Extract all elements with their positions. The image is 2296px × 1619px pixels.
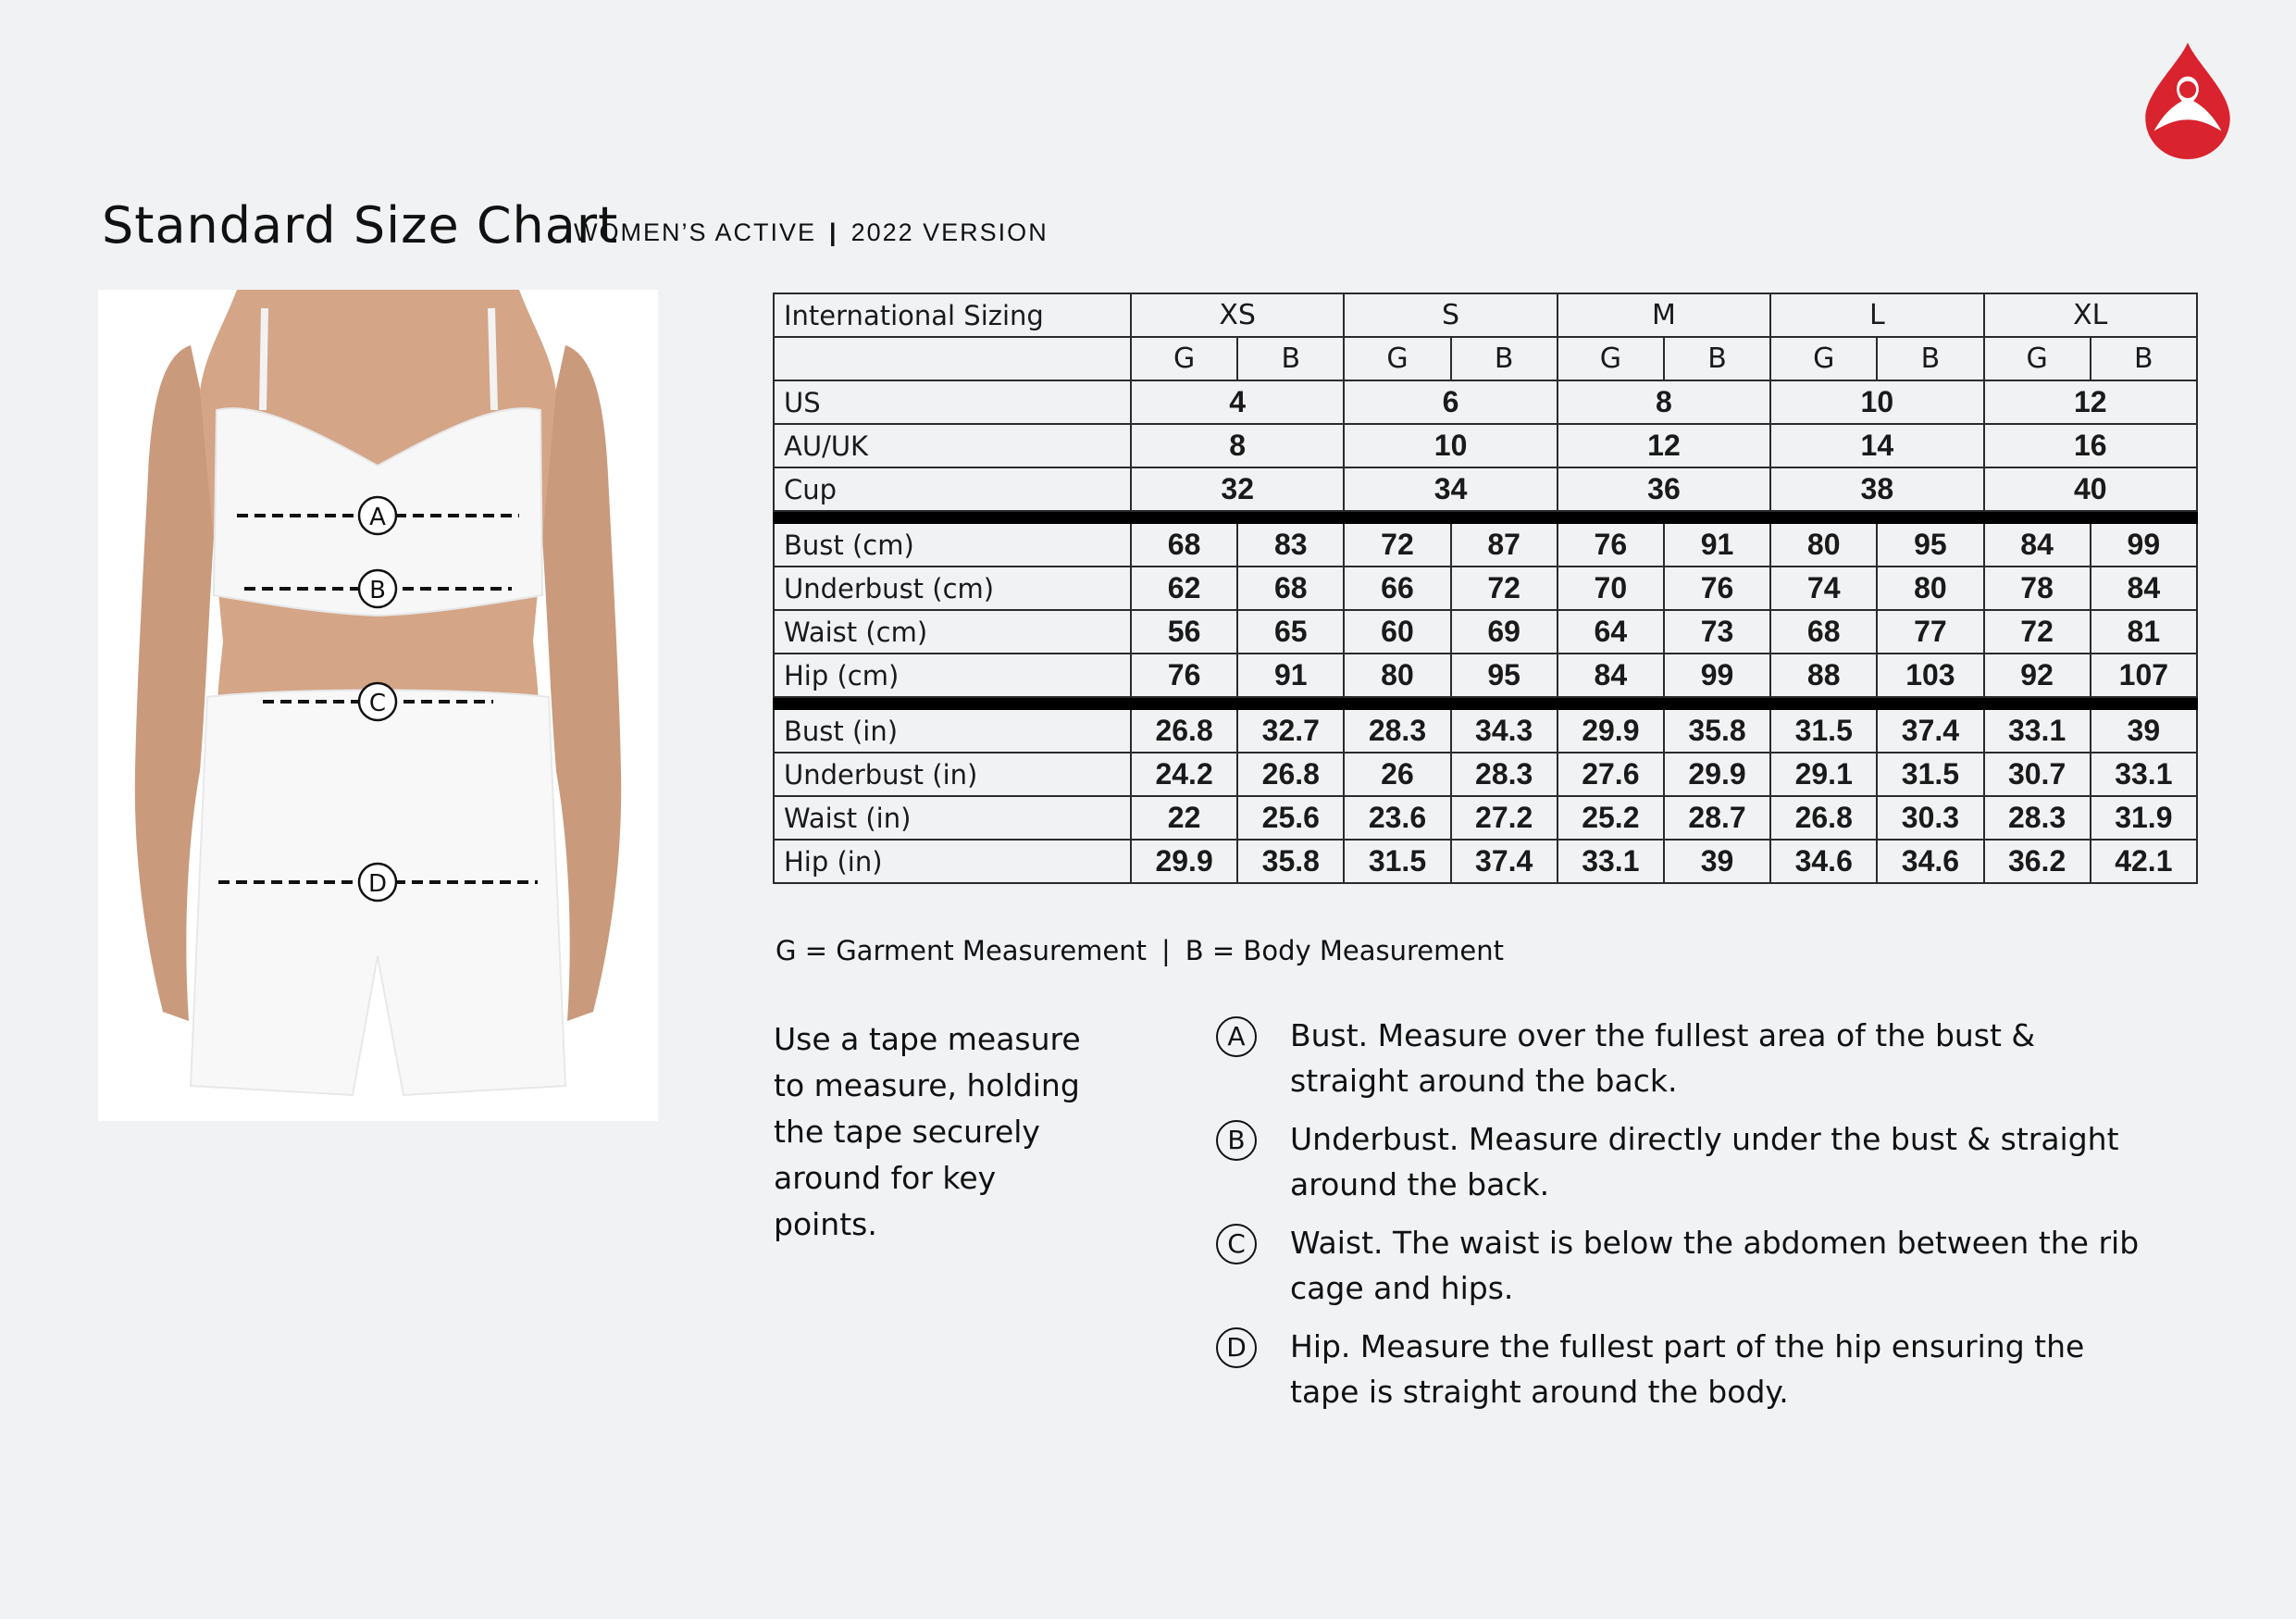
table-cell: 60	[1344, 610, 1450, 654]
table-cell: 37.4	[1451, 840, 1558, 883]
table-cell: 23.6	[1344, 796, 1450, 840]
table-cell: 14	[1770, 424, 1983, 467]
table-cell: 34	[1344, 467, 1557, 511]
table-cell: 68	[1770, 610, 1877, 654]
row-label: Waist (cm)	[774, 610, 1131, 654]
table-row	[774, 467, 2197, 511]
page-subtitle	[574, 218, 1049, 247]
table-cell: 31.9	[2091, 796, 2197, 840]
table-cell: 22	[1131, 796, 1237, 840]
table-cell: 28.3	[1451, 753, 1558, 796]
table-cell: 34.6	[1877, 840, 1983, 883]
table-cell: 91	[1664, 523, 1770, 567]
svg-text:A: A	[369, 504, 386, 531]
table-cell: 88	[1770, 654, 1877, 697]
table-row	[774, 753, 2197, 796]
table-cell: 99	[1664, 654, 1770, 697]
table-cell: 33.1	[1984, 709, 2091, 753]
table-cell: 68	[1237, 567, 1344, 610]
table-cell: 76	[1131, 654, 1237, 697]
table-cell: 29.9	[1664, 753, 1770, 796]
table-row	[774, 840, 2197, 883]
table-cell: 26.8	[1770, 796, 1877, 840]
table-row	[774, 654, 2197, 697]
table-cell: 64	[1558, 610, 1664, 654]
row-label: AU/UK	[774, 424, 1131, 467]
table-cell: 76	[1664, 567, 1770, 610]
table-row	[774, 610, 2197, 654]
table-cell: 29.9	[1131, 840, 1237, 883]
table-cell: 78	[1984, 567, 2091, 610]
row-label: Underbust (in)	[774, 753, 1131, 796]
red-drop-logo-icon	[2140, 41, 2236, 163]
model-photo	[98, 290, 658, 1121]
subheader-g: G	[1770, 337, 1877, 380]
table-cell: 95	[1877, 523, 1983, 567]
table-cell: 80	[1770, 523, 1877, 567]
step-a	[1214, 1013, 2140, 1103]
subheader-g: G	[1131, 337, 1237, 380]
row-label: Underbust (cm)	[774, 567, 1131, 610]
table-cell: 33.1	[2091, 753, 2197, 796]
table-cell: 72	[1344, 523, 1450, 567]
size-header: XL	[1984, 293, 2198, 337]
table-cell: 32.7	[1237, 709, 1344, 753]
empty-cell	[774, 337, 1131, 380]
table-cell: 84	[1984, 523, 2091, 567]
table-cell: 35.8	[1237, 840, 1344, 883]
table-cell: 28.3	[1344, 709, 1450, 753]
intro-text: Use a tape measure to measure, holding the tape securely around for key points.	[774, 1021, 1081, 1242]
table-cell: 38	[1770, 467, 1983, 511]
marker-a	[359, 497, 396, 534]
table-cell: 70	[1558, 567, 1664, 610]
table-cell: 32	[1131, 467, 1344, 511]
table-cell: 69	[1451, 610, 1558, 654]
table-cell: 65	[1237, 610, 1344, 654]
table-cell: 8	[1131, 424, 1344, 467]
subheader-b: B	[2091, 337, 2197, 380]
table-cell: 31.5	[1344, 840, 1450, 883]
table-cell: 87	[1451, 523, 1558, 567]
table-row	[774, 523, 2197, 567]
subheader-g: G	[1558, 337, 1664, 380]
legend-separator: |	[1161, 935, 1171, 966]
size-chart-table	[773, 293, 2198, 884]
table-cell: 12	[1558, 424, 1770, 467]
table-row	[774, 567, 2197, 610]
header-label: International Sizing	[774, 293, 1131, 337]
table-cell: 16	[1984, 424, 2198, 467]
row-label: Bust (cm)	[774, 523, 1131, 567]
table-cell: 36.2	[1984, 840, 2091, 883]
table-cell: 27.6	[1558, 753, 1664, 796]
table-cell: 77	[1877, 610, 1983, 654]
table-cell: 39	[2091, 709, 2197, 753]
table-cell: 95	[1451, 654, 1558, 697]
table-cell: 72	[1984, 610, 2091, 654]
svg-text:D: D	[367, 870, 388, 898]
step-letter: C	[1216, 1224, 1257, 1264]
size-header: M	[1558, 293, 1770, 337]
table-cell: 12	[1984, 380, 2198, 424]
table-cell: 72	[1451, 567, 1558, 610]
table-cell: 25.2	[1558, 796, 1664, 840]
table-cell: 25.6	[1237, 796, 1344, 840]
table-row	[774, 796, 2197, 840]
table-cell: 8	[1558, 380, 1770, 424]
table-cell: 27.2	[1451, 796, 1558, 840]
svg-text:B: B	[369, 577, 386, 604]
table-cell: 83	[1237, 523, 1344, 567]
table-cell: 103	[1877, 654, 1983, 697]
step-text: Underbust. Measure directly under the bust & straight around the back.	[1290, 1121, 2119, 1202]
step-c	[1214, 1220, 2140, 1311]
step-text: Hip. Measure the fullest part of the hip ensuring the tape is straight around the body.	[1290, 1328, 2085, 1410]
subheader-g: G	[1984, 337, 2091, 380]
table-cell: 31.5	[1770, 709, 1877, 753]
table-cell: 84	[1558, 654, 1664, 697]
table-cell: 30.7	[1984, 753, 2091, 796]
legend-body: B = Body Measurement	[1185, 935, 1504, 966]
svg-text:C: C	[368, 690, 387, 717]
marker-b	[359, 570, 396, 607]
step-text: Bust. Measure over the fullest area of the bust & straight around the back.	[1290, 1017, 2036, 1099]
step-d	[1214, 1324, 2140, 1414]
table-cell: 6	[1344, 380, 1557, 424]
table-cell: 62	[1131, 567, 1237, 610]
table-cell: 80	[1877, 567, 1983, 610]
size-header: S	[1344, 293, 1557, 337]
measurement-legend	[776, 935, 1504, 966]
table-cell: 74	[1770, 567, 1877, 610]
table-cell: 99	[2091, 523, 2197, 567]
table-cell: 26.8	[1131, 709, 1237, 753]
table-cell: 28.7	[1664, 796, 1770, 840]
row-label: Hip (cm)	[774, 654, 1131, 697]
marker-d	[359, 864, 396, 901]
table-cell: 34.6	[1770, 840, 1877, 883]
page-title: Standard Size Chart	[102, 196, 619, 255]
size-header: L	[1770, 293, 1983, 337]
table-cell: 68	[1131, 523, 1237, 567]
version-label: 2022 VERSION	[850, 218, 1049, 246]
row-label: US	[774, 380, 1131, 424]
table-cell: 30.3	[1877, 796, 1983, 840]
table-cell: 4	[1131, 380, 1344, 424]
table-cell: 91	[1237, 654, 1344, 697]
subtitle-separator: |	[829, 218, 838, 246]
size-header: XS	[1131, 293, 1344, 337]
subheader-b: B	[1877, 337, 1983, 380]
model-illustration	[98, 290, 658, 1121]
table-cell: 35.8	[1664, 709, 1770, 753]
table-cell: 73	[1664, 610, 1770, 654]
step-b	[1214, 1116, 2140, 1207]
table-cell: 36	[1558, 467, 1770, 511]
table-cell: 107	[2091, 654, 2197, 697]
divider-cell	[774, 511, 2197, 523]
table-cell: 40	[1984, 467, 2198, 511]
table-cell: 26	[1344, 753, 1450, 796]
table-cell: 42.1	[2091, 840, 2197, 883]
row-label: Bust (in)	[774, 709, 1131, 753]
table-cell: 34.3	[1451, 709, 1558, 753]
category-label: WOMEN’S ACTIVE	[574, 218, 817, 246]
table-cell: 84	[2091, 567, 2197, 610]
table-cell: 24.2	[1131, 753, 1237, 796]
table-cell: 10	[1344, 424, 1557, 467]
table-cell: 56	[1131, 610, 1237, 654]
table-subheader-row	[774, 337, 2197, 380]
table-cell: 26.8	[1237, 753, 1344, 796]
table-cell: 33.1	[1558, 840, 1664, 883]
row-label: Hip (in)	[774, 840, 1131, 883]
subheader-b: B	[1451, 337, 1558, 380]
table-cell: 39	[1664, 840, 1770, 883]
table-cell: 76	[1558, 523, 1664, 567]
step-letter: A	[1216, 1016, 1257, 1057]
table-cell: 31.5	[1877, 753, 1983, 796]
measurement-steps	[1214, 1013, 2140, 1427]
table-cell: 81	[2091, 610, 2197, 654]
row-label: Cup	[774, 467, 1131, 511]
divider-cell	[774, 697, 2197, 709]
step-text: Waist. The waist is below the abdomen between the rib cage and hips.	[1290, 1225, 2140, 1306]
table-cell: 80	[1344, 654, 1450, 697]
section-divider	[774, 511, 2197, 523]
table-cell: 37.4	[1877, 709, 1983, 753]
table-cell: 29.1	[1770, 753, 1877, 796]
section-divider	[774, 697, 2197, 709]
legend-garment: G = Garment Measurement	[776, 935, 1148, 966]
table-cell: 66	[1344, 567, 1450, 610]
step-letter: B	[1216, 1120, 1257, 1161]
subheader-g: G	[1344, 337, 1450, 380]
step-letter: D	[1216, 1327, 1257, 1368]
table-row	[774, 709, 2197, 753]
table-cell: 92	[1984, 654, 2091, 697]
table-cell: 10	[1770, 380, 1983, 424]
subheader-b: B	[1237, 337, 1344, 380]
subheader-b: B	[1664, 337, 1770, 380]
table-cell: 29.9	[1558, 709, 1664, 753]
table-row	[774, 424, 2197, 467]
row-label: Waist (in)	[774, 796, 1131, 840]
marker-c	[359, 683, 396, 720]
table-header-row	[774, 293, 2197, 337]
table-row	[774, 380, 2197, 424]
table-cell: 28.3	[1984, 796, 2091, 840]
